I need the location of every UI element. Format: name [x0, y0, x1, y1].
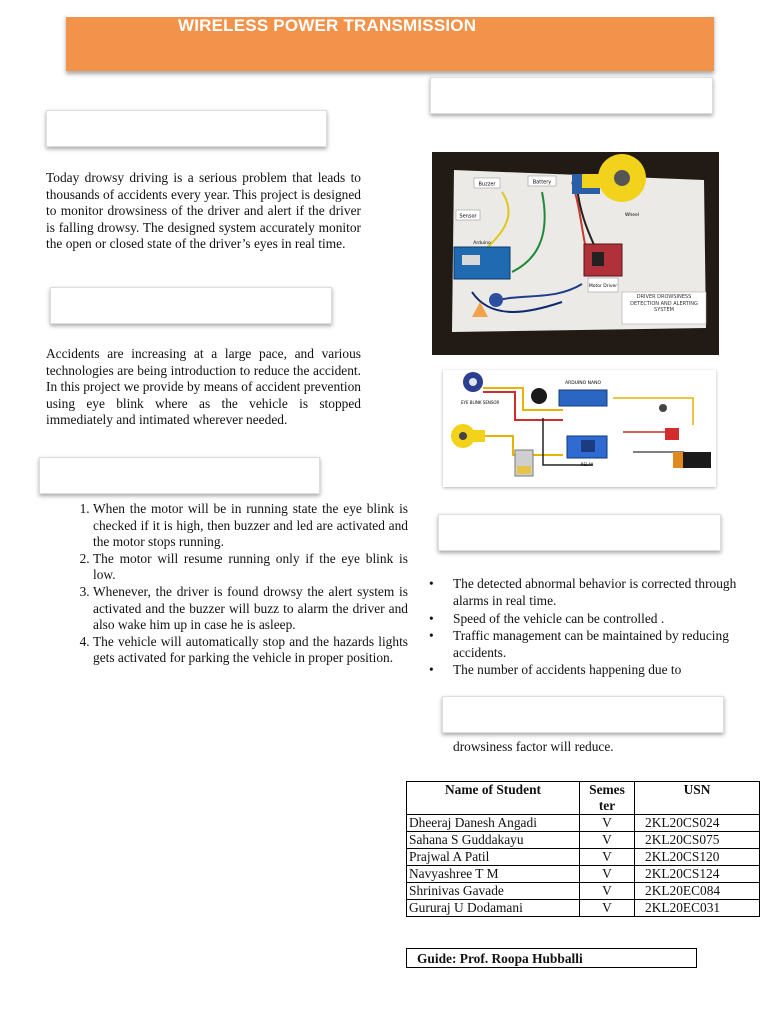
circuit-label-relay: RELAY [580, 462, 594, 467]
advantage-item: • Speed of the vehicle can be controlled . [453, 610, 753, 627]
student-name: Shrinivas Gavade [407, 883, 580, 900]
advantages-heading-box [438, 514, 721, 551]
team-table-header [407, 782, 760, 815]
student-usn: 2KL20CS075 [635, 832, 760, 849]
block-diagram-heading-box [430, 77, 713, 114]
methodology-step: 4. The vehicle will automatically stop and the hazards lights gets activated for parking the vehicle in proper position. [93, 634, 408, 667]
student-semester: V [580, 883, 635, 900]
table-row [407, 849, 760, 866]
hardware-photo [432, 152, 719, 355]
student-usn: 2KL20CS124 [635, 866, 760, 883]
semester-header-bottom: ter [598, 798, 616, 813]
advantage-item: • The number of accidents happening due to [453, 661, 753, 678]
methodology-step: 2. The motor will resume running only if the eye blink is low. [93, 551, 408, 584]
student-name: Dheeraj Danesh Angadi [407, 815, 580, 832]
student-usn: 2KL20CS120 [635, 849, 760, 866]
introduction-heading-box [50, 287, 332, 324]
name-column-header: Name of Student [407, 782, 580, 815]
abstract-text: Today drowsy driving is a serious problem that leads to thousands of accidents every year. This project is designed to monitor drowsiness of the driver and alert if the driver is falling drowsy. The designed system accurately monitor the open or closed state of the driver’s eyes in real time. [46, 170, 361, 252]
student-name: Gururaj U Dodamani [407, 900, 580, 917]
student-usn: 2KL20EC084 [635, 883, 760, 900]
circuit-label-sensor: EYE BLINK SENSOR [461, 400, 500, 405]
photo-label-buzzer: Buzzer [478, 181, 496, 188]
usn-column-header: USN [635, 782, 760, 815]
student-semester: V [580, 900, 635, 917]
table-row [407, 866, 760, 883]
student-name: Sahana S Guddakayu [407, 832, 580, 849]
photo-label-sensor: Sensor [459, 213, 477, 220]
guide-box: Guide: Prof. Roopa Hubballi [406, 948, 697, 968]
circuit-diagram [443, 370, 716, 487]
circuit-label-board: ARDUINO NANO [565, 381, 601, 386]
advantages-list [425, 575, 753, 679]
student-usn: 2KL20CS024 [635, 815, 760, 832]
abstract-heading-box [46, 110, 327, 147]
conclusion-heading-box [442, 696, 724, 733]
methodology-heading-box [39, 457, 320, 494]
semester-header-top: Semes [589, 782, 625, 797]
table-row [407, 832, 760, 849]
methodology-list [46, 501, 408, 667]
advantage-item: • The detected abnormal behavior is corrected through alarms in real time. [453, 575, 753, 610]
photo-label-motor-driver: Motor Driver [588, 284, 618, 289]
advantage-item: • Traffic management can be maintained by reducing accidents. [453, 627, 753, 662]
photo-label-wheel: Wheel [624, 213, 640, 218]
table-row [407, 883, 760, 900]
semester-column-header [580, 782, 635, 815]
table-row [407, 900, 760, 917]
student-semester: V [580, 849, 635, 866]
table-row [407, 815, 760, 832]
poster-title: WIRELESS POWER TRANSMISSION [178, 16, 477, 35]
photo-label-module: Arduino [473, 241, 491, 246]
team-table [406, 781, 760, 917]
student-name: Navyashree T M [407, 866, 580, 883]
student-semester: V [580, 815, 635, 832]
advantages-continuation: drowsiness factor will reduce. [453, 739, 614, 754]
student-semester: V [580, 866, 635, 883]
photo-label-battery: Battery [532, 179, 552, 186]
circuit-diagram-drawing [443, 370, 716, 487]
photo-title-card: DRIVER DROWSINESS DETECTION AND ALERTING SYSTEM [630, 294, 698, 313]
student-usn: 2KL20EC031 [635, 900, 760, 917]
student-name: Prajwal A Patil [407, 849, 580, 866]
title-banner [66, 14, 714, 71]
methodology-step: 3. Whenever, the driver is found drowsy the alert system is activated and the buzzer will buzz to alarm the driver and also wake him up in case he is asleep. [93, 584, 408, 634]
methodology-step: 1. When the motor will be in running state the eye blink is checked if it is high, then buzzer and led are activated and the motor stops running. [93, 501, 408, 551]
student-semester: V [580, 832, 635, 849]
hardware-photo-drawing [432, 152, 719, 355]
introduction-text: Accidents are increasing at a large pace, and various technologies are being introduction to reduce the accident. In this project we provide by means of accident prevention using eye blink where as the vehicle is stopped immediately and intimated wherever needed. [46, 346, 361, 428]
